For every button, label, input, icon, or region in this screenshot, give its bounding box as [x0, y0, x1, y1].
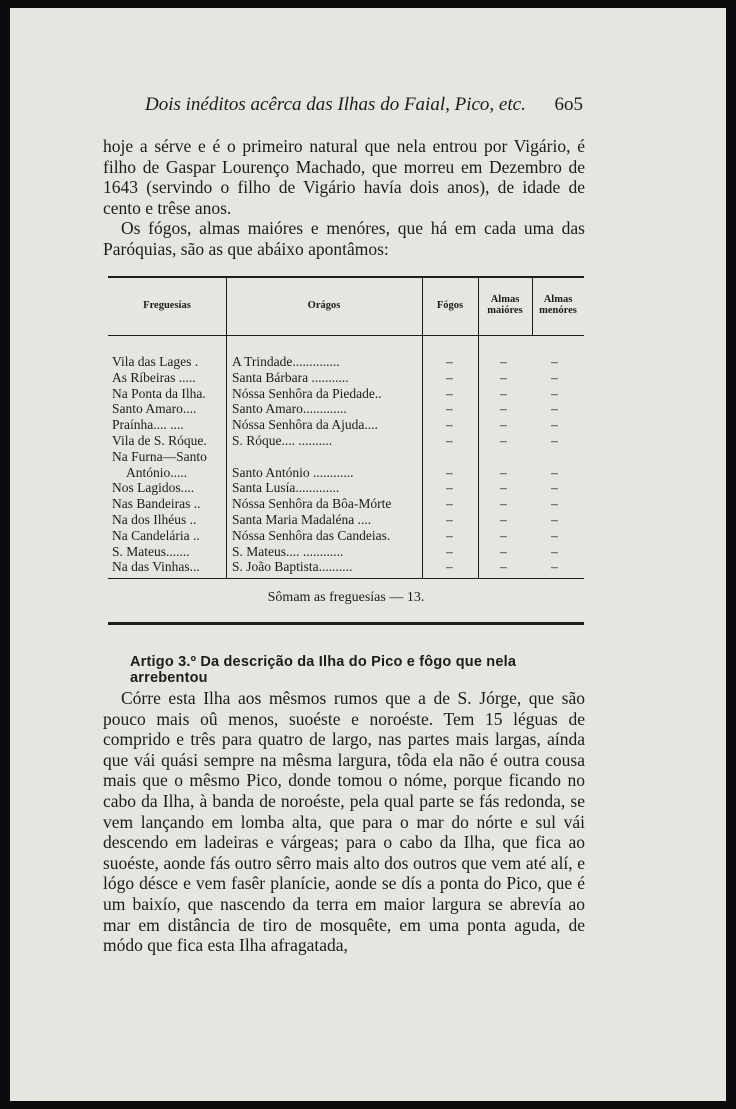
cell-fogos: – — [446, 480, 453, 496]
cell-almas-maiores: – — [500, 512, 507, 527]
table-row — [108, 512, 584, 527]
cell-almas-menores: – — [551, 401, 558, 417]
section-rule — [108, 622, 584, 625]
table-top-rule — [108, 276, 584, 278]
cell-almas-maiores: – — [500, 401, 507, 417]
cell-almas-menores: – — [551, 464, 558, 480]
cell-almas-maiores: – — [500, 369, 507, 385]
table-row — [108, 370, 584, 385]
cell-fogos: – — [446, 496, 453, 512]
lead-paragraph: Os fógos, almas maióres e menóres, que há em cada uma das Paróquias, são as que abáixo apontâmos: — [103, 218, 585, 259]
cell-orago: S. Róque.... .......... — [232, 433, 333, 448]
cell-orago: S. Mateus.... ............ — [232, 543, 344, 559]
table-row — [108, 465, 584, 480]
cell-almas-menores: – — [551, 543, 558, 559]
cell-almas-menores: – — [551, 559, 558, 575]
cell-orago: Santa Maria Madaléna .... — [232, 512, 372, 527]
article-paragraph: Córre esta Ilha aos mêsmos rumos que a de S. Jórge, que são pouco mais oû menos, suoéste e noroéste. Tem 15 léguas de comprido e três para quatro de largo, nas partes mais largas, aínda que vái quási sempre na mêsma largura, tôda ela não é outra cousa mais que o mêsmo Pico, donde tomou o nóme, porque ficando no cabo da Ilha, à banda de noroéste, pela qual parte se fás redonda, se vem lançando em lomba alta, que para o mar do nórte e sul vái descendo em ladeiras e várgeas; para o cabo da Ilha, que fica ao suoéste, aonde fás outro sêrro mais alto dos outros que vem até alí, e lógo désce e vem fasêr planície, aonde se dís a ponta do Pico, que é um baixío, que nascendo da terra em maior largura se abrevía ao mar em distância de tiro de mosquête, em uma ponta aguda, de módo que fica esta Ilha afragatada, — [103, 688, 585, 956]
cell-orago: S. João Baptista.......... — [232, 559, 353, 575]
header-almas-menores — [532, 294, 584, 316]
table-header-rule — [108, 335, 584, 336]
cell-fogos: – — [446, 527, 453, 543]
table-row — [108, 354, 584, 369]
cell-almas-maiores: – — [500, 385, 507, 401]
article-title: Artigo 3.º Da descrição da Ilha do Pico e fôgo que nela arrebentou — [130, 654, 517, 686]
cell-fogos: – — [446, 464, 453, 480]
cell-orago: A Trindade.............. — [232, 354, 340, 369]
cell-orago: Santa Bárbara ........... — [232, 369, 349, 385]
cell-freguesia: Nas Bandeiras .. — [112, 496, 201, 512]
cell-almas-maiores: – — [500, 464, 507, 480]
table-row — [108, 544, 584, 559]
cell-almas-maiores: – — [500, 354, 507, 369]
article-text — [103, 688, 585, 956]
header-oragos: Orágos — [307, 300, 341, 311]
cell-almas-maiores: – — [500, 527, 507, 543]
cell-fogos: – — [446, 417, 453, 433]
cell-freguesia: S. Mateus....... — [112, 543, 190, 559]
table-row — [108, 386, 584, 401]
header-almas-maiores-line2: maióres — [487, 305, 523, 316]
header-almas-menores-line2: menóres — [539, 305, 577, 316]
intro-paragraph: hoje a sérve e é o primeiro natural que nela entrou por Vigário, é filho de Gaspar Lourenço Machado, que morreu em Dezembro de 1643 (servindo o filho de Vigário havía dois anos), de idade de cento e trêse anos. — [103, 136, 585, 218]
cell-orago: Nóssa Senhôra da Ajuda.... — [232, 417, 378, 433]
table-row — [108, 433, 584, 448]
cell-almas-menores: – — [551, 417, 558, 433]
cell-freguesia: Vila das Lages . — [112, 354, 199, 369]
cell-freguesia: António..... — [126, 464, 188, 480]
cell-almas-maiores: – — [500, 433, 507, 448]
cell-almas-maiores: – — [500, 496, 507, 512]
header-almas-maiores — [478, 294, 532, 316]
cell-almas-maiores: – — [500, 543, 507, 559]
header-almas-menores-line1: Almas — [543, 294, 573, 305]
table-bottom-rule — [108, 578, 584, 579]
cell-fogos: – — [446, 369, 453, 385]
cell-almas-menores: – — [551, 512, 558, 527]
table-row — [108, 496, 584, 511]
cell-almas-menores: – — [551, 480, 558, 496]
table-row — [108, 401, 584, 416]
table-row — [108, 480, 584, 495]
cell-freguesia: Na das Vinhas... — [112, 559, 200, 575]
cell-orago: Nóssa Senhôra da Piedade.. — [232, 385, 382, 401]
table-row — [108, 417, 584, 432]
table-row — [108, 449, 584, 464]
cell-freguesia: Na Furna—Santo — [112, 448, 207, 464]
cell-orago: Santo Amaro............. — [232, 401, 347, 417]
cell-almas-menores: – — [551, 385, 558, 401]
cell-freguesia: Nos Lagidos.... — [112, 480, 195, 496]
intro-text — [103, 136, 585, 260]
cell-fogos: – — [446, 559, 453, 575]
cell-orago: Santo António ............ — [232, 464, 354, 480]
cell-freguesia: Na Ponta da Ilha. — [112, 385, 206, 401]
cell-almas-maiores: – — [500, 417, 507, 433]
cell-fogos: – — [446, 433, 453, 448]
running-header — [115, 94, 595, 122]
parish-table — [108, 276, 584, 630]
cell-fogos: – — [446, 385, 453, 401]
cell-almas-menores: – — [551, 354, 558, 369]
cell-orago: Nóssa Senhôra das Candeias. — [232, 527, 391, 543]
table-row — [108, 528, 584, 543]
cell-freguesia: Na Candelária .. — [112, 527, 200, 543]
cell-freguesia: Santo Amaro.... — [112, 401, 197, 417]
cell-almas-maiores: – — [500, 559, 507, 575]
cell-fogos: – — [446, 512, 453, 527]
cell-freguesia: Vila de S. Róque. — [112, 433, 207, 448]
table-row — [108, 559, 584, 574]
page-number: 6o5 — [554, 94, 583, 115]
cell-almas-maiores: – — [500, 480, 507, 496]
cell-orago: Nóssa Senhôra da Bôa-Mórte — [232, 496, 392, 512]
cell-fogos: – — [446, 354, 453, 369]
header-almas-maiores-line1: Almas — [490, 294, 520, 305]
book-page — [10, 8, 726, 1101]
header-freguesias: Freguesías — [143, 300, 191, 311]
cell-almas-menores: – — [551, 527, 558, 543]
cell-almas-menores: – — [551, 496, 558, 512]
cell-fogos: – — [446, 401, 453, 417]
cell-almas-menores: – — [551, 433, 558, 448]
cell-fogos: – — [446, 543, 453, 559]
header-fogos: Fógos — [436, 300, 464, 311]
cell-orago: Santa Lusía............. — [232, 480, 340, 496]
cell-almas-menores: – — [551, 369, 558, 385]
cell-freguesia: As Ríbeiras ..... — [112, 369, 196, 385]
cell-freguesia: Na dos Ilhéus .. — [112, 512, 197, 527]
sum-line: Sômam as freguesías — 13. — [267, 590, 425, 605]
cell-freguesia: Praínha.... .... — [112, 417, 184, 433]
running-title: Dois inéditos acêrca das Ilhas do Faial, Pico, etc. — [145, 94, 526, 115]
